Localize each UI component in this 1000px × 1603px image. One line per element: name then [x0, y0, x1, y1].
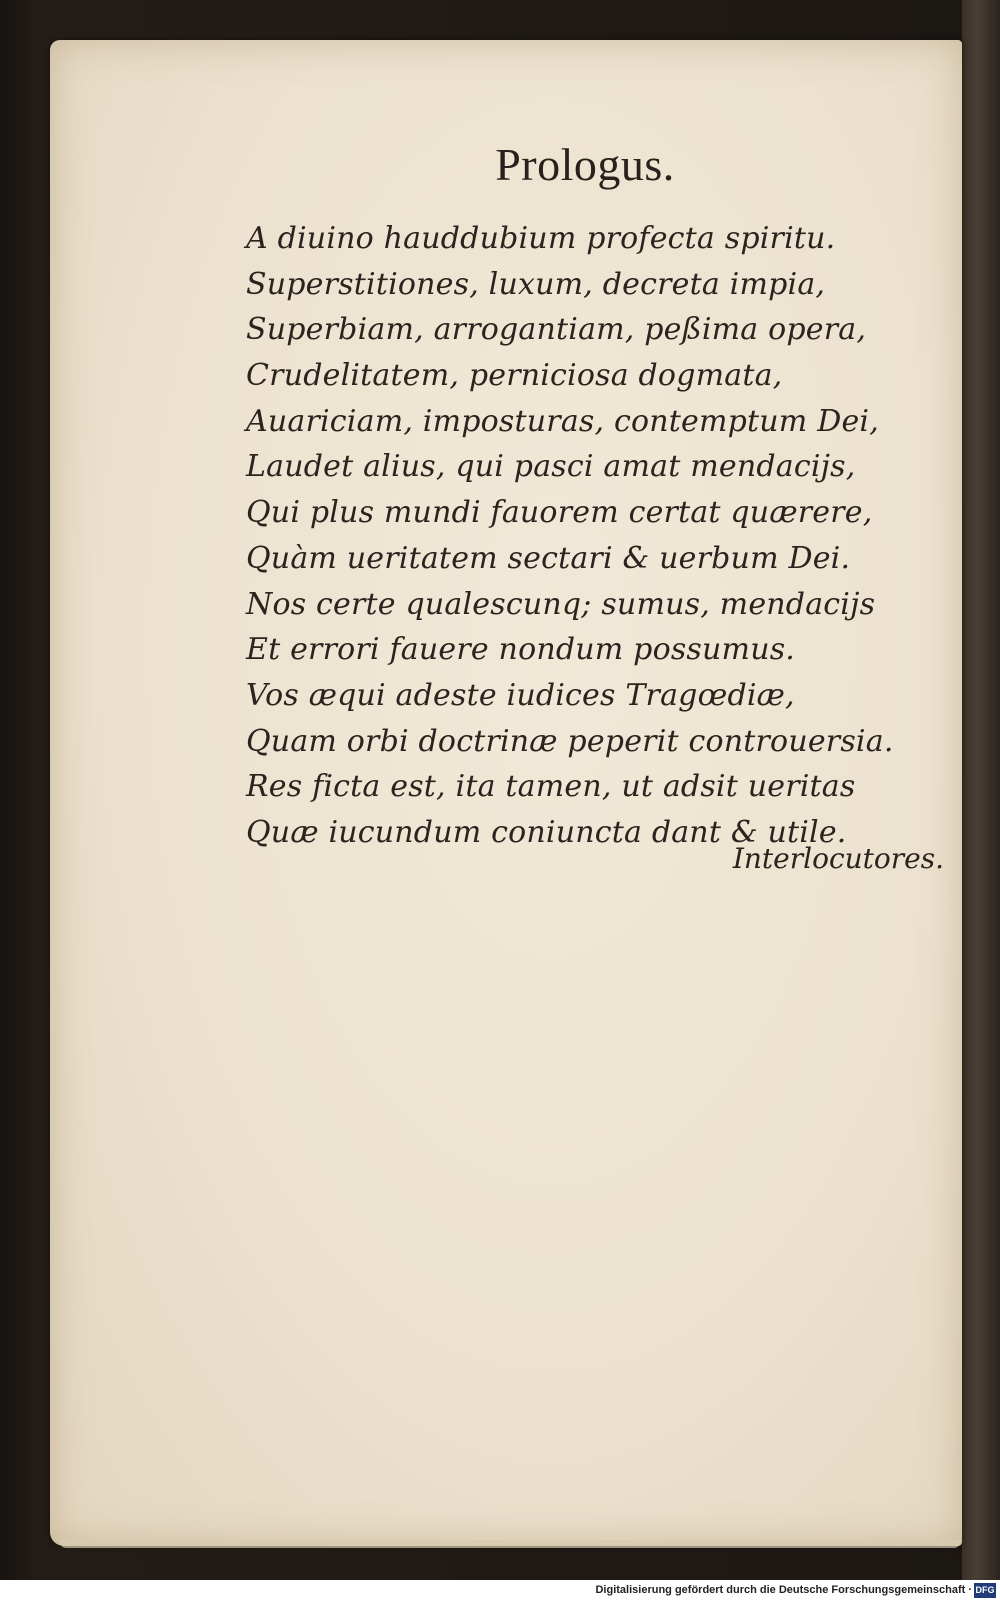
credit-text: Digitalisierung gefördert durch die Deutsche Forschungsgemeinschaft ·: [595, 1584, 972, 1596]
verse-line: Laudet alius, qui pasci amat mendacijs,: [246, 449, 856, 485]
verse-line: Superstitiones, luxum, decreta impia,: [246, 266, 826, 302]
verse-line: Crudelitatem, perniciosa dogmata,: [246, 358, 783, 394]
verse-line: Quæ iucundum coniuncta dant & utile.: [246, 814, 847, 850]
verse-line: Nos certe qualescunq; sumus, mendacijs: [246, 586, 876, 622]
verse-list: [246, 216, 894, 856]
verse-line: Res ficta est, ita tamen, ut adsit ueritas: [246, 769, 856, 805]
verse-line: Quàm ueritatem sectari & uerbum Dei.: [246, 540, 851, 576]
page-title: Prologus.: [495, 139, 675, 190]
verse-line: Quam orbi doctrinæ peperit controuersia.: [246, 723, 894, 759]
verse-line: Superbiam, arrogantiam, peßima opera,: [246, 312, 867, 348]
verse-line: Qui plus mundi fauorem certat quærere,: [246, 495, 873, 531]
verse-line: A diuino hauddubium profecta spiritu.: [246, 221, 836, 256]
catchword: Interlocutores.: [732, 842, 944, 875]
digitization-credit-bar: [0, 1580, 1000, 1603]
verse-line: Et errori fauere nondum possumus.: [246, 632, 796, 668]
book-board-edge: [962, 0, 1000, 1580]
page-stack-edge: [60, 1540, 960, 1548]
dfg-logo-icon: DFG: [974, 1583, 996, 1598]
verse-line: Vos æqui adeste iudices Tragœdiæ,: [246, 677, 795, 713]
verse-line: Auariciam, imposturas, contemptum Dei,: [246, 403, 879, 439]
